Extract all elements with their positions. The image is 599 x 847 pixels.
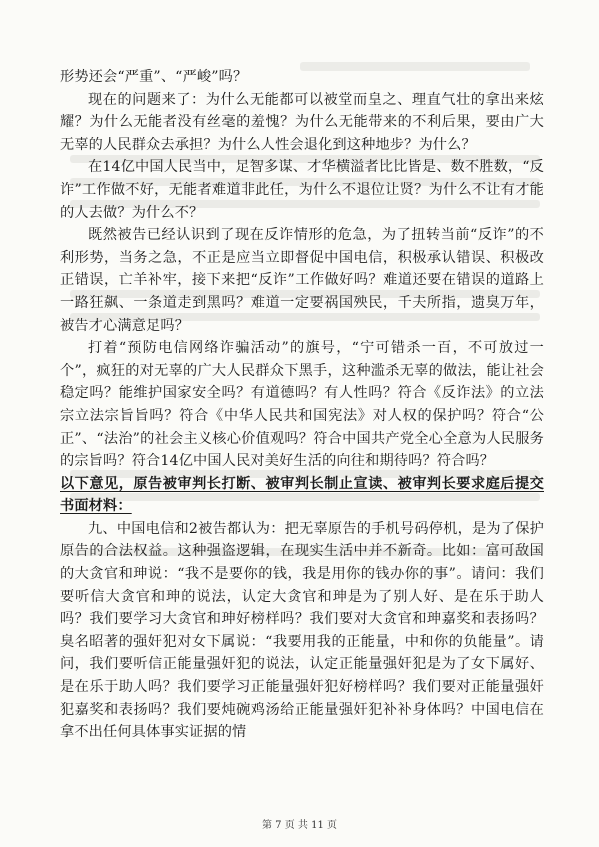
paragraph-3: 既然被告已经认识到了现在反诈情形的危急，为了扭转当前“反诈”的不利形势，当务之急，不正是应当立即督促中国电信，积极承认错误、积极改正错误，亡羊补牢，接下来把“反诈”工作做好吗？难道还要在错误的道路上一路狂飙、一条道走到黑吗？难道一定要祸国殃民，千夫所指，遗臭万年，被告才心满意足吗？ [60, 227, 544, 334]
interruption-note: 以下意见，原告被审判长打断、被审判长制止宣读、被审判长要求庭后提交书面材料： [60, 475, 544, 515]
page-number-footer: 第 7 页 共 11 页 [262, 820, 337, 831]
paragraph-1: 现在的问题来了：为什么无能都可以被堂而皇之、理直气壮的拿出来炫耀？为什么无能者没有丝毫的羞愧？为什么无能带来的不利后果，要由广大无辜的人民群众去承担？为什么人性会退化到这种地步？为什么？ [60, 91, 544, 153]
document-body [60, 66, 544, 744]
paragraph-6: 九、中国电信和2被告都认为：把无辜原告的手机号码停机，是为了保护原告的合法权益。这种强盗逻辑，在现实生活中并不新奇。比如：富可敌国的大贪官和珅说：“我不是要你的钱，我是用你的钱办你的事”。请问：我们要听信大贪官和珅的说法，认定大贪官和珅是为了别人好、是在乐于助人吗？我们要学习大贪官和珅好榜样吗？我们要对大贪官和珅嘉奖和表扬吗？臭名昭著的强奸犯对女下属说：“我要用我的正能量，中和你的负能量”。请问，我们要听信正能量强奸犯的说法，认定正能量强奸犯是为了女下属好、是在乐于助人吗？我们要学习正能量强奸犯好榜样吗？我们要对正能量强奸犯嘉奖和表扬吗？我们要炖碗鸡汤给正能量强奸犯补补身体吗？中国电信在拿不出任何具体事实证据的情 [60, 520, 544, 741]
paragraph-0: 形势还会“严重”、“严峻”吗？ [60, 69, 248, 85]
paragraph-4: 打着“预防电信网络诈骗活动”的旗号，“宁可错杀一百，不可放过一个”，疯狂的对无辜的广大人民群众下黑手，这种滥杀无辜的做法，能让社会稳定吗？能维护国家安全吗？有道德吗？有人性吗？符合《反诈法》的立法宗立法宗旨旨吗？符合《中华人民共和国宪法》对人权的保护吗？符合“公正”、“法治”的社会主义核心价值观吗？符合中国共产党全心全意为人民服务的宗旨吗？符合14亿中国人民对美好生活的向往和期待吗？符合吗？ [60, 340, 544, 470]
paragraph-2: 在14亿中国人民当中，足智多谋、才华横溢者比比皆是、数不胜数，“反诈”工作做不好，无能者难道非此任，为什么不退位让贤？为什么不让有才能的人去做？为什么不？ [60, 159, 544, 221]
